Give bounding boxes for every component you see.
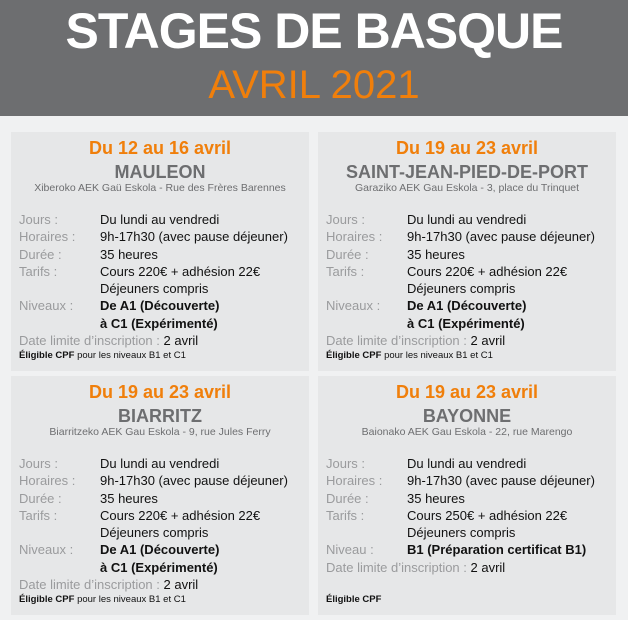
page-title: STAGES DE BASQUE	[65, 3, 563, 59]
tarifs-value: Cours 220€ + adhésion 22€	[100, 263, 261, 279]
cpf-eligibility	[19, 594, 186, 605]
tarifs-value: Cours 250€ + adhésion 22€	[407, 507, 568, 523]
niveaux-label: Niveaux :	[19, 298, 74, 314]
course-address: Baionako AEK Gau Eskola - 22, rue Marengo	[361, 426, 573, 438]
page-subtitle: AVRIL 2021	[208, 63, 420, 107]
deadline-label: Date limite d’inscription :	[326, 559, 467, 575]
tarifs-value: Cours 220€ + adhésion 22€	[100, 507, 261, 523]
horaires-value: 9h-17h30 (avec pause déjeuner)	[407, 229, 595, 245]
duree-label: Durée :	[326, 246, 369, 262]
deadline	[326, 559, 612, 576]
niveaux-value-2: à C1 (Expérimenté)	[100, 315, 218, 331]
deadline-value: 2 avril	[163, 333, 199, 349]
cpf-eligibility	[19, 350, 186, 361]
cpf-label: Éligible CPF	[19, 594, 75, 605]
jours-label: Jours :	[19, 456, 59, 471]
cpf-eligibility	[326, 350, 493, 361]
deadline	[19, 332, 305, 349]
horaires-value: 9h-17h30 (avec pause déjeuner)	[407, 473, 595, 489]
cpf-levels: pour les niveaux B1 et C1	[77, 594, 186, 605]
tarifs-label: Tarifs :	[326, 263, 365, 279]
cpf-eligibility	[326, 594, 381, 605]
cpf-levels: pour les niveaux B1 et C1	[384, 350, 493, 361]
horaires-value: 9h-17h30 (avec pause déjeuner)	[100, 473, 288, 489]
course-dates: Du 12 au 16 avril	[88, 138, 232, 158]
niveaux-label: Niveau :	[326, 542, 374, 558]
course-city: SAINT-JEAN-PIED-DE-PORT	[345, 162, 588, 182]
course-card	[11, 132, 309, 371]
course-city: BAYONNE	[422, 406, 512, 426]
horaires-value: 9h-17h30 (avec pause déjeuner)	[100, 229, 288, 245]
course-city: BIARRITZ	[118, 406, 202, 426]
niveaux-value: B1 (Préparation certificat B1)	[407, 542, 587, 558]
duree-value: 35 heures	[100, 490, 158, 506]
tarifs-note: Déjeuners compris	[407, 525, 516, 541]
jours-label: Jours :	[326, 212, 366, 227]
cpf-label: Éligible CPF	[326, 594, 382, 605]
tarifs-label: Tarifs :	[19, 507, 58, 523]
jours-label: Jours :	[326, 456, 366, 471]
deadline-label: Date limite d’inscription :	[19, 333, 160, 349]
niveaux-value: De A1 (Découverte)	[407, 298, 527, 314]
niveaux-value: De A1 (Découverte)	[100, 542, 220, 558]
horaires-label: Horaires :	[326, 473, 383, 489]
tarifs-note: Déjeuners compris	[100, 525, 209, 541]
niveaux-label: Niveaux :	[326, 298, 381, 314]
niveaux-value: De A1 (Découverte)	[100, 298, 220, 314]
cpf-label: Éligible CPF	[19, 350, 75, 361]
tarifs-label: Tarifs :	[326, 507, 365, 523]
course-dates: Du 19 au 23 avril	[88, 382, 232, 402]
tarifs-value: Cours 220€ + adhésion 22€	[407, 263, 568, 279]
course-address: Garaziko AEK Gau Eskola - 3, place du Trinquet	[354, 182, 580, 194]
jours-value: Du lundi au vendredi	[100, 456, 220, 471]
course-city: MAULEON	[114, 162, 206, 182]
course-address: Xiberoko AEK Gaü Eskola - Rue des Frères Barennes	[34, 182, 286, 194]
tarifs-note: Déjeuners compris	[407, 281, 516, 297]
course-address: Biarritzeko AEK Gau Eskola - 9, rue Jules Ferry	[49, 426, 271, 438]
deadline-value: 2 avril	[470, 559, 506, 575]
duree-label: Durée :	[19, 490, 62, 506]
jours-value: Du lundi au vendredi	[100, 212, 220, 227]
course-dates: Du 19 au 23 avril	[395, 382, 539, 402]
niveaux-value-2: à C1 (Expérimenté)	[407, 315, 525, 331]
deadline-label: Date limite d’inscription :	[19, 577, 160, 593]
duree-label: Durée :	[19, 246, 62, 262]
cpf-label: Éligible CPF	[326, 350, 382, 361]
duree-value: 35 heures	[407, 246, 465, 262]
niveaux-value-2: à C1 (Expérimenté)	[100, 559, 218, 575]
duree-label: Durée :	[326, 490, 369, 506]
deadline	[326, 332, 612, 349]
course-dates: Du 19 au 23 avril	[395, 138, 539, 158]
jours-label: Jours :	[19, 212, 59, 227]
deadline	[19, 576, 305, 593]
tarifs-label: Tarifs :	[19, 263, 58, 279]
jours-value: Du lundi au vendredi	[407, 212, 527, 227]
deadline-label: Date limite d’inscription :	[326, 333, 467, 349]
course-card	[11, 376, 309, 615]
deadline-value: 2 avril	[163, 577, 199, 593]
tarifs-note: Déjeuners compris	[100, 281, 209, 297]
deadline-value: 2 avril	[470, 333, 506, 349]
duree-value: 35 heures	[100, 246, 158, 262]
cpf-levels: pour les niveaux B1 et C1	[77, 350, 186, 361]
horaires-label: Horaires :	[19, 229, 76, 245]
jours-value: Du lundi au vendredi	[407, 456, 527, 471]
horaires-label: Horaires :	[326, 229, 383, 245]
course-card	[318, 376, 616, 615]
duree-value: 35 heures	[407, 490, 465, 506]
horaires-label: Horaires :	[19, 473, 76, 489]
header-banner	[0, 0, 628, 116]
niveaux-label: Niveaux :	[19, 542, 74, 558]
course-card	[318, 132, 616, 371]
